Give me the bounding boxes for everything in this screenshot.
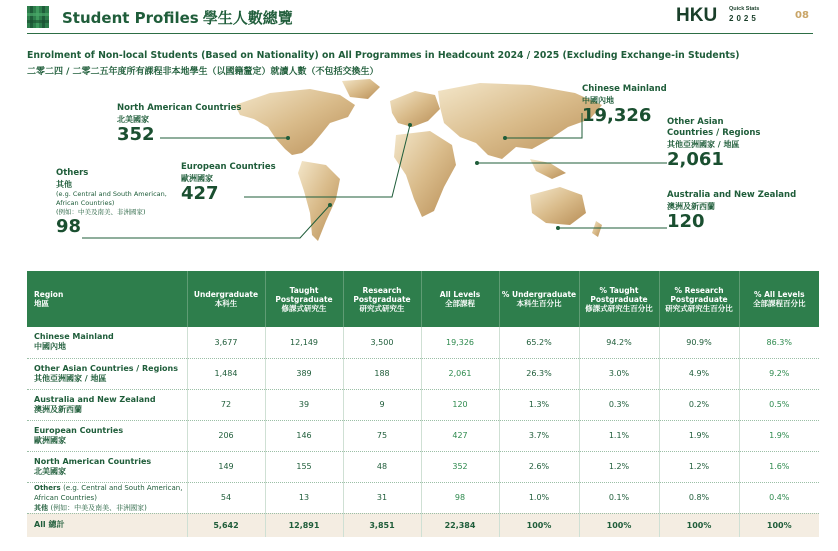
table-cell: 98 bbox=[421, 482, 499, 513]
table-cell: 3.7% bbox=[499, 420, 579, 451]
table-cell: 146 bbox=[265, 420, 343, 451]
table-cell: 4.9% bbox=[659, 358, 739, 389]
callout-label-en: North American Countries bbox=[117, 103, 242, 113]
table-cell: 9 bbox=[343, 389, 421, 420]
table-cell: 9.2% bbox=[739, 358, 819, 389]
callout-label-zh: 北美國家 bbox=[117, 115, 149, 124]
callout-label-zh: 其他亞洲國家 / 地區 bbox=[667, 140, 740, 149]
callout-label-zh: 中國內地 bbox=[582, 96, 614, 105]
region-cell: Other Asian Countries / Regions 其他亞洲國家 / 地區 bbox=[27, 358, 187, 389]
table-cell: 3.0% bbox=[579, 358, 659, 389]
table-header bbox=[27, 271, 819, 327]
callout-label-zh: 澳洲及新西蘭 bbox=[667, 202, 715, 211]
table-cell: 206 bbox=[187, 420, 265, 451]
enrolment-table bbox=[27, 271, 819, 537]
table-row bbox=[27, 482, 819, 513]
table-cell: 94.2% bbox=[579, 327, 659, 358]
table-cell: 155 bbox=[265, 451, 343, 482]
table-total-row bbox=[27, 513, 819, 537]
table-cell: 12,149 bbox=[265, 327, 343, 358]
callout-value: 19,326 bbox=[582, 105, 652, 126]
table-row bbox=[27, 451, 819, 482]
table-cell: 3,677 bbox=[187, 327, 265, 358]
table-cell: 0.2% bbox=[659, 389, 739, 420]
callout-value: 2,061 bbox=[667, 149, 724, 170]
table-cell: 389 bbox=[265, 358, 343, 389]
table-cell: 1.3% bbox=[499, 389, 579, 420]
table-cell: 65.2% bbox=[499, 327, 579, 358]
callout-note-zh: (例如：中美及南美、非洲國家) bbox=[56, 208, 146, 216]
table-cell: 0.3% bbox=[579, 389, 659, 420]
table-cell: 39 bbox=[265, 389, 343, 420]
southeast-asia-shape bbox=[530, 159, 566, 179]
table-cell: 54 bbox=[187, 482, 265, 513]
table-row bbox=[27, 420, 819, 451]
header-pct-taught-postgraduate: % Taught Postgraduate 修課式研究生百分比 bbox=[579, 271, 659, 327]
table-cell: 1.6% bbox=[739, 451, 819, 482]
table-cell: 100% bbox=[499, 513, 579, 537]
callout-note-en-1: (e.g. Central and South American, bbox=[56, 190, 167, 198]
callout-others bbox=[56, 168, 167, 237]
header-pct-all-levels: % All Levels 全部課程百分比 bbox=[739, 271, 819, 327]
table-cell: 1.9% bbox=[739, 420, 819, 451]
table-row bbox=[27, 327, 819, 358]
callout-value: 427 bbox=[181, 183, 219, 204]
table-cell: 5,642 bbox=[187, 513, 265, 537]
table-cell: 100% bbox=[659, 513, 739, 537]
callout-label-zh: 其他 bbox=[56, 180, 72, 189]
brand-logo-text: HKU bbox=[676, 5, 718, 26]
table-row bbox=[27, 358, 819, 389]
callout-label-en-2: Countries / Regions bbox=[667, 128, 761, 138]
callout-chinese-mainland bbox=[582, 84, 667, 126]
table-cell: 100% bbox=[579, 513, 659, 537]
callout-label-zh: 歐洲國家 bbox=[181, 174, 213, 183]
callout-note-en-2: African Countries) bbox=[56, 199, 115, 207]
asia-shape bbox=[438, 83, 602, 159]
page-title-zh: 學生人數總覽 bbox=[202, 9, 293, 27]
header-pct-research-postgraduate: % Research Postgraduate 研究式研究生百分比 bbox=[659, 271, 739, 327]
region-cell: Chinese Mainland 中國內地 bbox=[27, 327, 187, 358]
table-cell: 22,384 bbox=[421, 513, 499, 537]
south-america-shape bbox=[298, 161, 340, 241]
section-subtitle-zh: 二零二四 / 二零二五年度所有課程非本地學生（以國籍釐定）就讀人數（不包括交換生） bbox=[27, 67, 379, 77]
table-cell: 2.6% bbox=[499, 451, 579, 482]
table-cell: 31 bbox=[343, 482, 421, 513]
callout-label-en: European Countries bbox=[181, 162, 276, 172]
table-cell: 13 bbox=[265, 482, 343, 513]
table-cell: 427 bbox=[421, 420, 499, 451]
africa-shape bbox=[394, 131, 456, 217]
page-number: 08 bbox=[795, 10, 809, 21]
callout-value: 98 bbox=[56, 216, 82, 237]
callout-label-en: Chinese Mainland bbox=[582, 84, 667, 94]
total-label: All 總計 bbox=[27, 513, 187, 537]
australia-shape bbox=[530, 187, 586, 225]
region-cell: Others (e.g. Central and South American, African Countries) 其他 (例如：中美及南美、非洲國家) bbox=[27, 482, 187, 513]
table-cell: 2,061 bbox=[421, 358, 499, 389]
new-zealand-shape bbox=[592, 221, 602, 237]
table-cell: 86.3% bbox=[739, 327, 819, 358]
table-cell: 149 bbox=[187, 451, 265, 482]
table-cell: 0.5% bbox=[739, 389, 819, 420]
callout-australia-nz bbox=[667, 190, 796, 232]
table-cell: 1.0% bbox=[499, 482, 579, 513]
table-cell: 19,326 bbox=[421, 327, 499, 358]
callout-label-en-1: Other Asian bbox=[667, 117, 724, 127]
table-cell: 26.3% bbox=[499, 358, 579, 389]
header-all-levels: All Levels 全部課程 bbox=[421, 271, 499, 327]
callout-value: 352 bbox=[117, 124, 155, 145]
brand-subtitle: Quick Stats bbox=[729, 6, 760, 12]
table-cell: 1.2% bbox=[659, 451, 739, 482]
table-cell: 100% bbox=[739, 513, 819, 537]
table-cell: 120 bbox=[421, 389, 499, 420]
callout-other-asian bbox=[667, 117, 760, 170]
table-cell: 12,891 bbox=[265, 513, 343, 537]
europe-shape bbox=[390, 91, 440, 127]
page-title bbox=[62, 7, 293, 28]
callout-europe bbox=[181, 162, 276, 204]
table-cell: 3,851 bbox=[343, 513, 421, 537]
table-cell: 1.2% bbox=[579, 451, 659, 482]
table-cell: 72 bbox=[187, 389, 265, 420]
callout-label-en: Australia and New Zealand bbox=[667, 190, 797, 200]
world-map bbox=[230, 75, 610, 250]
table-cell: 90.9% bbox=[659, 327, 739, 358]
greenland-shape bbox=[342, 79, 380, 99]
section-subtitle-en: Enrolment of Non-local Students (Based on Nationality) on All Programmes in Headcount 2024 / 2025 (Excluding Exchange-in Students) bbox=[27, 50, 740, 61]
region-cell: European Countries 歐洲國家 bbox=[27, 420, 187, 451]
header-research-postgraduate: Research Postgraduate 研究式研究生 bbox=[343, 271, 421, 327]
table-cell: 1,484 bbox=[187, 358, 265, 389]
table-cell: 0.4% bbox=[739, 482, 819, 513]
header-pct-undergraduate: % Undergraduate 本科生百分比 bbox=[499, 271, 579, 327]
table-cell: 0.1% bbox=[579, 482, 659, 513]
header-region: Region 地區 bbox=[27, 271, 187, 327]
table-cell: 188 bbox=[343, 358, 421, 389]
header-undergraduate: Undergraduate 本科生 bbox=[187, 271, 265, 327]
callout-label-en: Others bbox=[56, 168, 89, 178]
brand-year: 2025 bbox=[729, 14, 759, 23]
table-cell: 48 bbox=[343, 451, 421, 482]
callout-north-america bbox=[117, 103, 241, 145]
page-title-en: Student Profiles bbox=[62, 9, 199, 27]
table-cell: 352 bbox=[421, 451, 499, 482]
title-divider bbox=[27, 33, 813, 34]
hku-logo-icon bbox=[27, 6, 49, 28]
table-row bbox=[27, 389, 819, 420]
table-cell: 1.9% bbox=[659, 420, 739, 451]
region-cell: North American Countries 北美國家 bbox=[27, 451, 187, 482]
table-cell: 0.8% bbox=[659, 482, 739, 513]
region-cell: Australia and New Zealand 澳洲及新西蘭 bbox=[27, 389, 187, 420]
callout-value: 120 bbox=[667, 211, 705, 232]
header-taught-postgraduate: Taught Postgraduate 修課式研究生 bbox=[265, 271, 343, 327]
north-america-shape bbox=[235, 89, 355, 155]
table-cell: 3,500 bbox=[343, 327, 421, 358]
table-cell: 75 bbox=[343, 420, 421, 451]
table-cell: 1.1% bbox=[579, 420, 659, 451]
